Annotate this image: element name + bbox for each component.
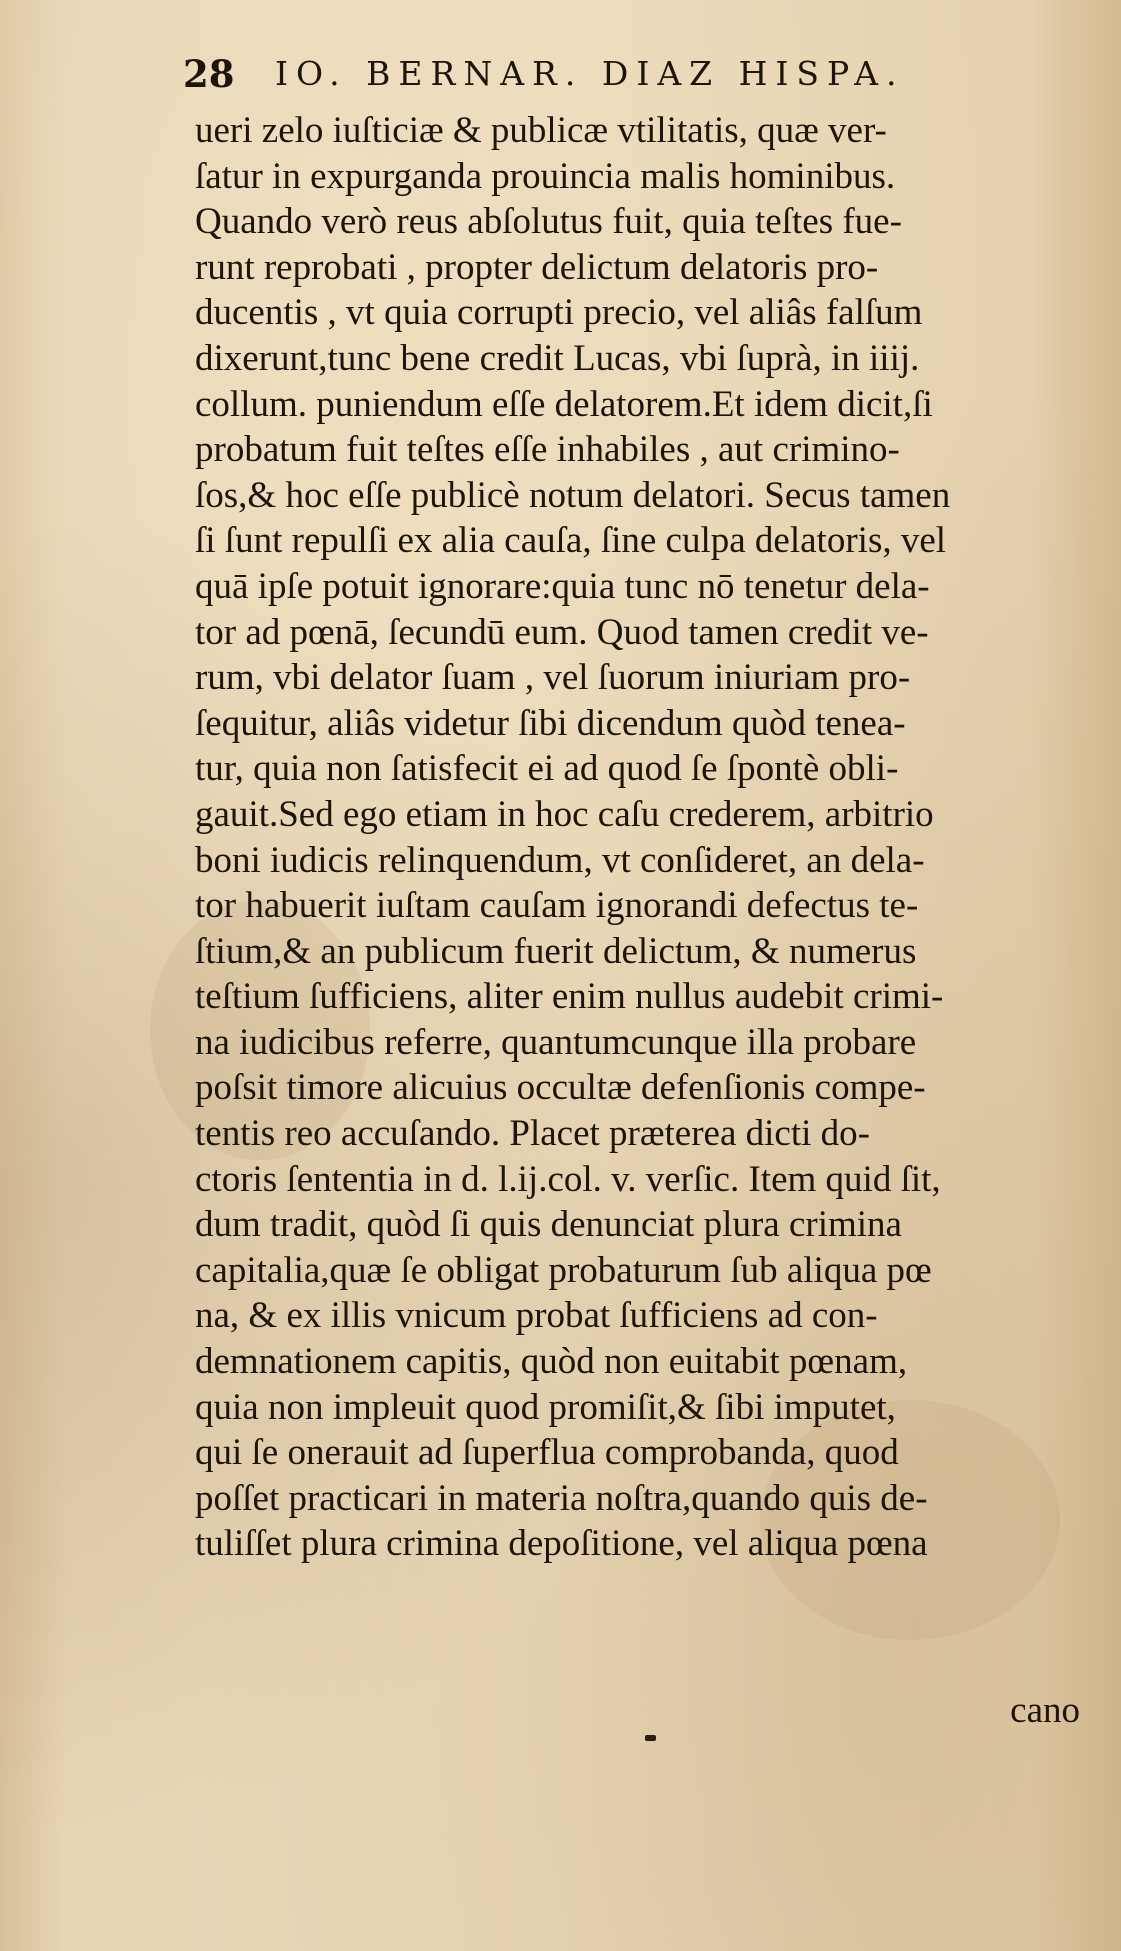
ink-mark [645, 1735, 656, 1741]
text-line: quia non impleuit quod promiſit,& ſibi imputet, [195, 1386, 896, 1428]
text-line: ducentis , vt quia corrupti precio, vel aliâs falſum [195, 292, 923, 334]
text-line: tor ad pœnā, ſecundū eum. Quod tamen credit ve- [195, 611, 929, 653]
text-line: ſatur in expurganda prouincia malis hominibus. [195, 155, 896, 197]
text-line: boni iudicis relinquendum, vt conſideret, an dela- [195, 839, 925, 881]
text-line: teſtium ſufficiens, aliter enim nullus audebit crimi- [195, 976, 944, 1018]
page-number: 28 [183, 52, 235, 96]
text-line: Quando verò reus abſolutus fuit, quia teſtes fue- [195, 201, 902, 243]
text-line: collum. puniendum eſſe delatorem.Et idem dicit,ſi [195, 383, 933, 425]
text-line: dixerunt,tunc bene credit Lucas, vbi ſuprà, in iiij. [195, 337, 920, 379]
text-line: tur, quia non ſatisfecit ei ad quod ſe ſpontè obli- [195, 748, 899, 790]
text-line: qui ſe onerauit ad ſuperflua comprobanda, quod [195, 1432, 899, 1474]
text-line: ctoris ſententia in d. l.ij.col. v. verſic. Item quid ſit, [195, 1158, 941, 1200]
text-line: poſſet practicari in materia noſtra,quando quis de- [195, 1477, 928, 1519]
text-line: demnationem capitis, quòd non euitabit pœnam, [195, 1341, 908, 1383]
text-line: probatum fuit teſtes eſſe inhabiles , aut crimino- [195, 429, 900, 471]
text-line: tor habuerit iuſtam cauſam ignorandi defectus te- [195, 885, 919, 927]
text-line: ſi ſunt repulſi ex alia cauſa, ſine culpa delatoris, vel [195, 520, 947, 562]
catchword: cano [1010, 1690, 1080, 1731]
text-line: runt reprobati , propter delictum delatoris pro- [195, 246, 879, 288]
text-line: dum tradit, quòd ſi quis denunciat plura crimina [195, 1204, 902, 1246]
text-line: na iudicibus referre, quantumcunque illa probare [195, 1021, 917, 1063]
body-text [195, 108, 1090, 1567]
text-line: ueri zelo iuſticiæ & publicæ vtilitatis, quæ ver- [195, 110, 887, 151]
running-head: IO. BERNAR. DIAZ HISPA. [275, 54, 905, 93]
text-line: tuliſſet plura crimina depoſitione, vel aliqua pœna [195, 1523, 928, 1565]
page-header [183, 52, 963, 102]
text-line: tentis reo accuſando. Placet præterea dicti do- [195, 1113, 870, 1155]
text-line: rum, vbi delator ſuam , vel ſuorum iniuriam pro- [195, 657, 911, 699]
text-line: poſsit timore alicuius occultæ defenſionis compe- [195, 1067, 926, 1109]
text-line: gauit.Sed ego etiam in hoc caſu crederem, arbitrio [195, 793, 934, 835]
text-line: ſos,& hoc eſſe publicè notum delatori. Secus tamen [195, 474, 951, 516]
text-line: capitalia,quæ ſe obligat probaturum ſub aliqua pœ [195, 1249, 932, 1291]
text-line: na, & ex illis vnicum probat ſufficiens ad con- [195, 1295, 878, 1337]
text-line: ſtium,& an publicum fuerit delictum, & numerus [195, 930, 917, 972]
text-line: quā ipſe potuit ignorare:quia tunc nō tenetur dela- [195, 565, 930, 607]
text-line: ſequitur, aliâs videtur ſibi dicendum quòd tenea- [195, 702, 906, 744]
